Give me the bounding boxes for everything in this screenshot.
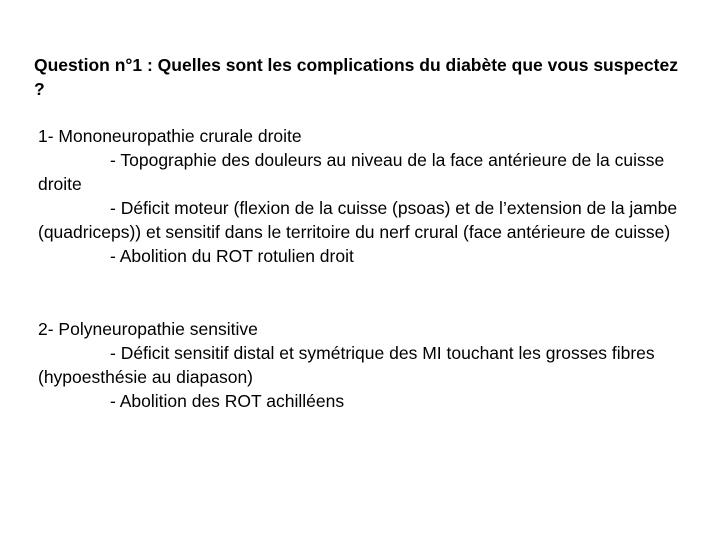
answer-item [38, 196, 688, 244]
answer-block-mononeuropathie [38, 124, 688, 268]
answer-item [38, 148, 688, 196]
answer-item [38, 389, 688, 413]
answer-heading: 1- Mononeuropathie crurale droite [38, 126, 302, 146]
answer-item [38, 341, 688, 389]
answer-item-text: - Déficit sensitif distal et symétrique des MI touchant les grosses fibres (hypoesthésie au diapason) [38, 343, 655, 387]
answer-item-text: - Abolition des ROT achilléens [110, 391, 345, 411]
answer-item-text: - Abolition du ROT rotulien droit [110, 246, 354, 266]
question-title: Question n°1 : Quelles sont les complications du diabète que vous suspectez ? [34, 55, 678, 99]
answer-block-polyneuropathie [38, 317, 688, 413]
answer-item-text: - Déficit moteur (flexion de la cuisse (psoas) et de l’extension de la jambe (quadriceps)) et sensitif dans le territoire du nerf crural (face antérieure de cuisse) [38, 198, 678, 242]
answer-item-text: - Topographie des douleurs au niveau de la face antérieure de la cuisse droite [38, 150, 665, 194]
answer-heading: 2- Polyneuropathie sensitive [38, 319, 258, 339]
answer-item [38, 244, 688, 268]
